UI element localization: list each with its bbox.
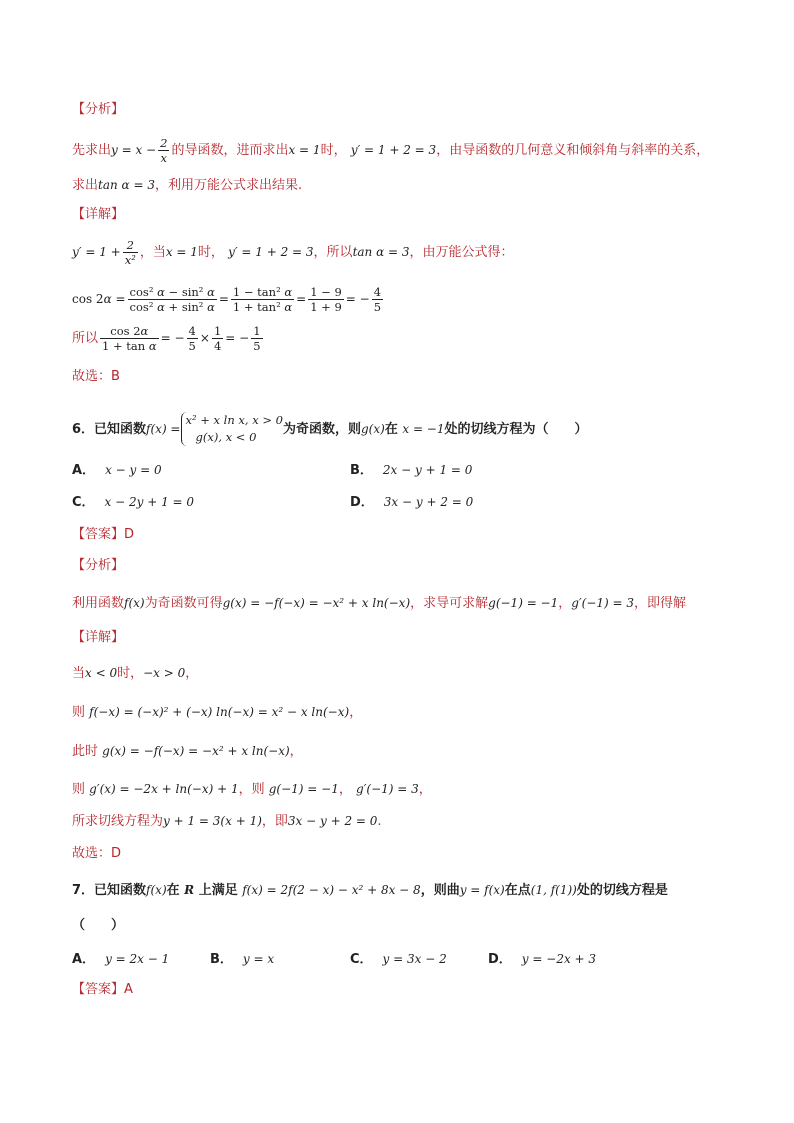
q7-stem: 7．已知函数f(x)在 R 上满足 f(x) = 2f(2 − x) − x² + 8x − 8，则曲y = f(x)在点(1, f(1))处的切线方程是 <box>72 883 668 898</box>
q6-piecewise: x² + x ln x, x > 0 g(x), x < 0 <box>181 412 283 447</box>
p5-result-formula: 所以 $\frac{\cos 2\alpha}{\text{1 + tan α}}$ = − $\frac{4}{5}$ × $\frac{1}{4}$ = − $\frac{1}{5}$ <box>72 324 261 353</box>
p5-choice: 故选：B <box>72 369 120 384</box>
q7-option-d[interactable]: D． y = −2x + 3 <box>488 952 597 967</box>
q6-step2: 则 f(−x) = (−x)² + (−x) ln(−x) = x² − x ln(−x)， <box>72 705 363 720</box>
q6-option-c[interactable]: C． x − 2y + 1 = 0 <box>72 495 195 510</box>
p5-analysis-line2: 求出tan α = 3，利用万能公式求出结果. <box>72 178 303 193</box>
q6-option-a[interactable]: A． x − y = 0 <box>72 463 162 478</box>
q6-choice: 故选：D <box>72 846 122 861</box>
p5-detail-line1: y′ = 1 + $\frac{2}{\text{x²}}$ ，当x = 1时， y′ = 1 + 2 = 3，所以tan α = 3，由万能公式得： <box>72 238 514 267</box>
q6-analysis-tag: 【分析】 <box>72 558 125 573</box>
p5-cos2a-formula: cos 2α = $\frac{\text{cos² α − sin² α}}{\text{cos² α + sin² α}}$ = $\frac{\text{1 − tan² α}}{\text{1 + tan² α}}$ = $\frac{1 - 9}{1 + 9}$ = − $\frac{4}{5}$ <box>72 285 382 314</box>
q6-answer: 【答案】D <box>72 527 135 542</box>
q6-detail-tag: 【详解】 <box>72 630 125 645</box>
q7-paren: （ ） <box>72 918 125 933</box>
p5-analysis-line1: 先求出y = x − $\frac{2}{x}$ 的导函数，进而求出x = 1时， y′ = 1 + 2 = 3，由导函数的几何意义和倾斜角与斜率的关系， <box>72 136 710 165</box>
q6-stem: 6．已知函数f(x) = x² + x ln x, x > 0 g(x), x < 0 为奇函数，则g(x)在 x = −1处的切线方程为（ ） <box>72 412 588 447</box>
q6-step5: 所求切线方程为y + 1 = 3(x + 1)，即3x − y + 2 = 0. <box>72 814 382 829</box>
q6-analysis-text: 利用函数f(x)为奇函数可得g(x) = −f(−x) = −x² + x ln(−x)，求导可求解g(−1) = −1，g′(−1) = 3，即得解 <box>72 596 687 611</box>
q7-answer: 【答案】A <box>72 982 133 997</box>
q6-option-d[interactable]: D． 3x − y + 2 = 0 <box>350 495 474 510</box>
analysis-tag: 【分析】 <box>72 102 125 117</box>
q6-step1: 当x < 0时，−x > 0， <box>72 666 199 681</box>
detail-tag: 【详解】 <box>72 207 125 222</box>
q7-option-b[interactable]: B． y = x <box>210 952 275 967</box>
q7-option-a[interactable]: A． y = 2x − 1 <box>72 952 170 967</box>
q7-option-c[interactable]: C． y = 3x − 2 <box>350 952 447 967</box>
q6-option-b[interactable]: B． 2x − y + 1 = 0 <box>350 463 473 478</box>
q6-step4: 则 g′(x) = −2x + ln(−x) + 1，则 g(−1) = −1， g′(−1) = 3， <box>72 782 432 797</box>
q6-step3: 此时 g(x) = −f(−x) = −x² + x ln(−x)， <box>72 744 303 759</box>
